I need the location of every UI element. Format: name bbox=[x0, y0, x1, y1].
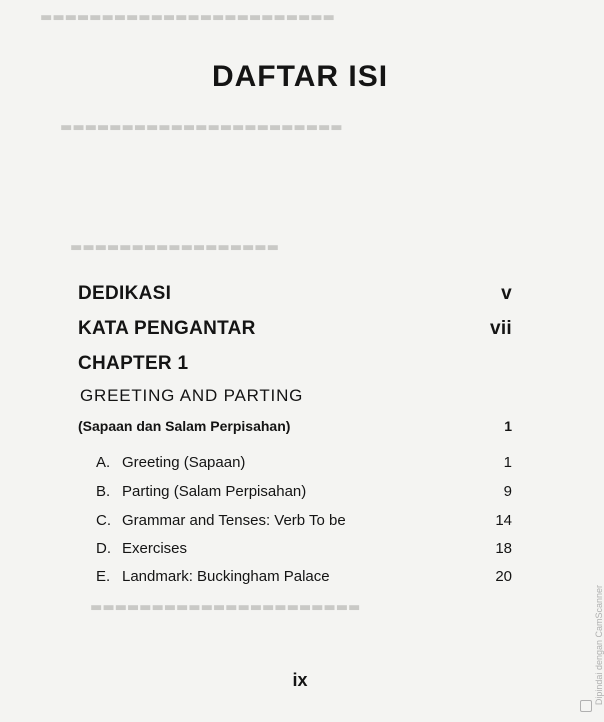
chapter-subtitle-page: 1 bbox=[504, 418, 512, 434]
toc-item-letter: D. bbox=[96, 540, 111, 557]
toc-item-letter: C. bbox=[96, 512, 111, 529]
chapter-subtitle-translation[interactable] bbox=[78, 418, 512, 434]
toc-item-page: 20 bbox=[495, 568, 512, 585]
toc-item[interactable] bbox=[96, 540, 512, 557]
toc-item-text: Greeting (Sapaan) bbox=[122, 454, 246, 471]
toc-item[interactable] bbox=[96, 512, 512, 529]
scanner-watermark: Dipindai dengan CamScanner bbox=[594, 585, 604, 706]
toc-item-letter: A. bbox=[96, 454, 111, 471]
bleed-through-line: ▬▬▬▬▬▬▬▬▬▬▬▬▬▬▬▬▬▬▬▬▬▬▬ bbox=[60, 120, 343, 135]
chapter-subtitle: GREETING AND PARTING bbox=[80, 386, 304, 405]
toc-entry-chapter-1[interactable] bbox=[78, 353, 512, 375]
bleed-through-line: ▬▬▬▬▬▬▬▬▬▬▬▬▬▬▬▬▬▬▬▬▬▬ bbox=[90, 600, 361, 615]
toc-entry-label: CHAPTER 1 bbox=[78, 353, 189, 374]
toc-item-text: Exercises bbox=[122, 540, 188, 557]
toc-item-page: 9 bbox=[503, 483, 512, 500]
toc-entry-dedikasi[interactable] bbox=[78, 283, 512, 305]
toc-item[interactable] bbox=[96, 568, 512, 585]
page-title: DAFTAR ISI bbox=[211, 60, 389, 93]
toc-item-text: Landmark: Buckingham Palace bbox=[122, 568, 330, 585]
scanner-logo-icon bbox=[580, 700, 592, 712]
bleed-through-line: ▬▬▬▬▬▬▬▬▬▬▬▬▬▬▬▬▬ bbox=[70, 240, 279, 255]
chapter-subtitle-id: (Sapaan dan Salam Perpisahan) bbox=[78, 418, 291, 434]
toc-item-page: 14 bbox=[495, 512, 512, 529]
toc-item-page: 1 bbox=[503, 454, 512, 471]
toc-item-page: 18 bbox=[495, 540, 512, 557]
toc-item[interactable] bbox=[96, 454, 512, 471]
bleed-through-line: ▬▬▬▬▬▬▬▬▬▬▬▬▬▬▬▬▬▬▬▬▬▬▬▬ bbox=[40, 10, 335, 25]
page-number: ix bbox=[292, 670, 308, 690]
toc-item-letter: B. bbox=[96, 483, 111, 500]
toc-entry-page: v bbox=[501, 283, 512, 304]
toc-entry-kata-pengantar[interactable] bbox=[78, 318, 512, 340]
toc-entry-label: KATA PENGANTAR bbox=[78, 318, 256, 339]
toc-entry-page: vii bbox=[489, 318, 512, 339]
toc-item-letter: E. bbox=[96, 568, 111, 585]
toc-item-text: Parting (Salam Perpisahan) bbox=[122, 483, 307, 500]
toc-item-text: Grammar and Tenses: Verb To be bbox=[122, 512, 346, 529]
toc-entry-label: DEDIKASI bbox=[78, 283, 172, 304]
toc-item[interactable] bbox=[96, 483, 512, 500]
